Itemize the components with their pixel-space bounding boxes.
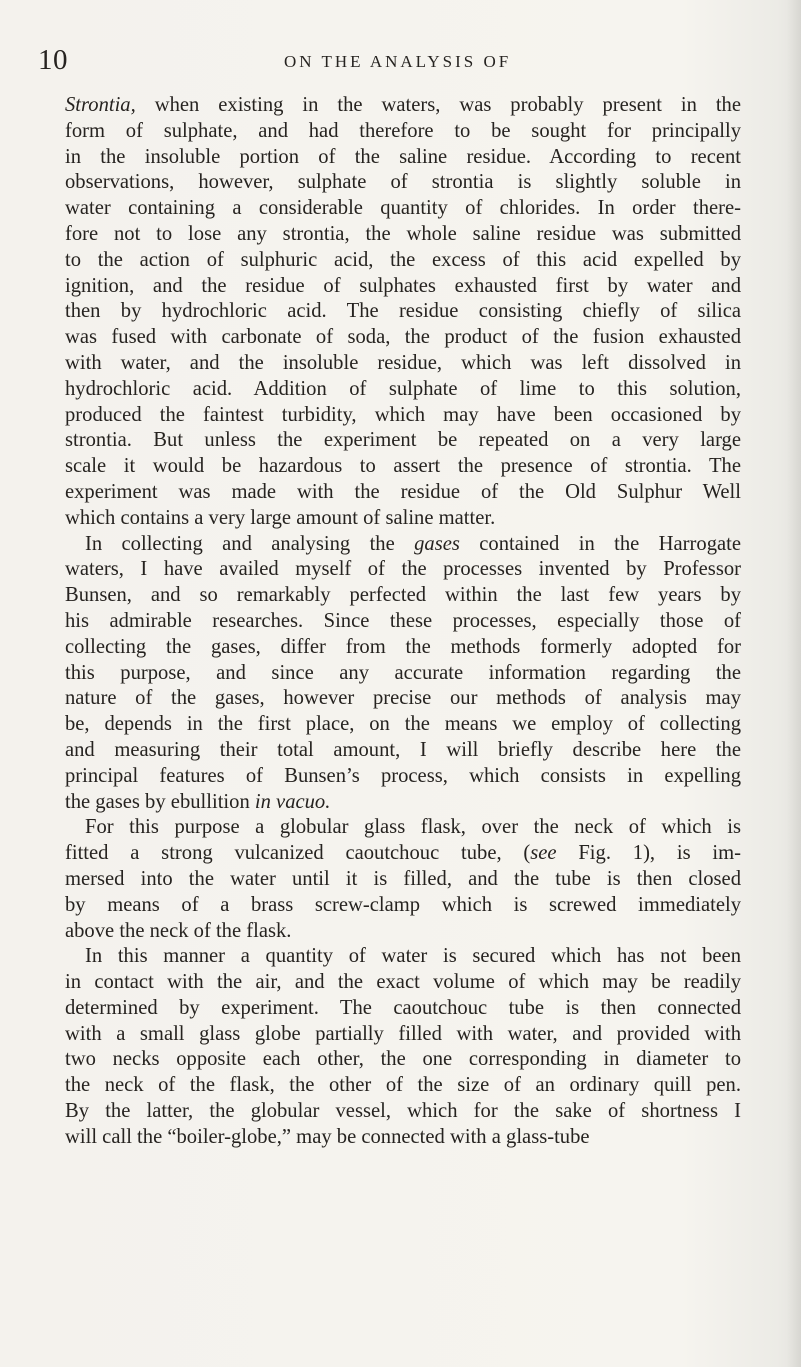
text-line (65, 686, 741, 712)
text-line (65, 815, 741, 841)
text-segment: by means of a brass screw-clamp which is screwed immediately (65, 893, 741, 916)
text-segment: with water, and the insoluble residue, which was left dissolved in (65, 351, 741, 374)
text-segment: collecting the gases, differ from the methods formerly adopted for (65, 635, 741, 658)
text-line (65, 325, 741, 351)
text-segment: form of sulphate, and had therefore to be sought for principally (65, 119, 741, 142)
text-segment: two necks opposite each other, the one corresponding in diameter to (65, 1048, 741, 1071)
italic-text: gases (414, 532, 460, 555)
text-line (65, 454, 741, 480)
text-segment: determined by experiment. The caoutchouc tube is then connected (65, 996, 741, 1019)
text-segment: the neck of the flask, the other of the size of an ordinary quill pen. (65, 1074, 741, 1097)
paragraph (65, 93, 741, 532)
text-segment: water containing a considerable quantity of chlorides. In order there- (65, 197, 741, 220)
text-line (65, 841, 741, 867)
text-line (65, 1099, 741, 1125)
body-text (65, 93, 741, 1151)
text-segment: For this purpose a globular glass flask, over the neck of which is (85, 816, 741, 839)
text-segment: to the action of sulphuric acid, the excess of this acid expelled by (65, 248, 741, 271)
text-line (65, 661, 741, 687)
text-line (65, 145, 741, 171)
text-segment: nature of the gases, however precise our methods of analysis may (65, 687, 741, 710)
text-segment: experiment was made with the residue of the Old Sulphur Well (65, 480, 741, 503)
text-line (65, 944, 741, 970)
page-edge-shadow (787, 0, 801, 1367)
text-segment: Fig. 1), is im- (556, 842, 741, 865)
text-line (65, 506, 741, 532)
paragraph (65, 815, 741, 944)
text-line (65, 893, 741, 919)
page-number: 10 (38, 44, 68, 76)
text-segment: fore not to lose any strontia, the whole saline residue was submitted (65, 222, 741, 245)
text-segment: was fused with carbonate of soda, the product of the fusion exhausted (65, 326, 741, 349)
text-line (65, 919, 741, 945)
text-line (65, 609, 741, 635)
text-segment: and measuring their total amount, I will briefly describe here the (65, 738, 741, 761)
text-segment: waters, I have availed myself of the processes invented by Professor (65, 558, 741, 581)
text-line (65, 274, 741, 300)
text-segment: his admirable researches. Since these processes, especially those of (65, 609, 741, 632)
text-segment: observations, however, sulphate of strontia is slightly soluble in (65, 171, 741, 194)
text-line (65, 996, 741, 1022)
text-segment: fitted a strong vulcanized caoutchouc tube, ( (65, 842, 531, 865)
text-line (65, 1047, 741, 1073)
text-segment: when existing in the waters, was probably present in the (135, 94, 741, 116)
text-segment: strontia. But unless the experiment be repeated on a very large (65, 429, 741, 452)
italic-text: see (530, 842, 557, 865)
text-line (65, 222, 741, 248)
paragraph (65, 532, 741, 816)
page-header (38, 42, 758, 82)
text-line (65, 196, 741, 222)
text-segment: this purpose, and since any accurate information regarding the (65, 661, 741, 684)
text-segment: In this manner a quantity of water is secured which has not been (85, 945, 741, 968)
text-segment: scale it would be hazardous to assert the presence of strontia. The (65, 455, 741, 478)
text-line (65, 93, 741, 119)
italic-text: in vacuo. (254, 790, 331, 813)
text-line (65, 377, 741, 403)
text-segment: principal features of Bunsen’s process, which consists in expelling (65, 764, 741, 787)
text-line (65, 480, 741, 506)
text-segment: hydrochloric acid. Addition of sulphate of lime to this solution, (65, 377, 741, 400)
text-segment: then by hydrochloric acid. The residue consisting chiefly of silica (65, 300, 741, 323)
text-line (65, 557, 741, 583)
text-segment: in the insoluble portion of the saline residue. According to recent (65, 145, 741, 168)
text-line (65, 1073, 741, 1099)
italic-text: Strontia, (65, 94, 136, 116)
text-segment: above the neck of the flask. (65, 919, 292, 942)
text-segment: contained in the Harrogate (459, 532, 741, 555)
text-segment: ignition, and the residue of sulphates exhausted first by water and (65, 274, 741, 297)
text-line (65, 532, 741, 558)
text-line (65, 635, 741, 661)
text-segment: the gases by ebullition (65, 790, 255, 813)
text-line (65, 583, 741, 609)
text-segment: By the latter, the globular vessel, which for the sake of shortness I (65, 1100, 741, 1123)
text-segment: mersed into the water until it is filled, and the tube is then closed (65, 867, 741, 890)
text-segment: which contains a very large amount of saline matter. (65, 506, 496, 529)
text-line (65, 790, 741, 816)
text-line (65, 764, 741, 790)
running-head: ON THE ANALYSIS OF (284, 52, 512, 71)
text-segment: will call the “boiler-globe,” may be connected with a glass-tube (65, 1125, 590, 1148)
text-line (65, 428, 741, 454)
text-line (65, 119, 741, 145)
text-segment: Bunsen, and so remarkably perfected within the last few years by (65, 584, 741, 607)
text-line (65, 867, 741, 893)
text-line (65, 738, 741, 764)
text-line (65, 170, 741, 196)
text-segment: with a small glass globe partially filled with water, and provided with (65, 1022, 741, 1045)
text-segment: in contact with the air, and the exact volume of which may be readily (65, 971, 741, 994)
text-line (65, 299, 741, 325)
text-line (65, 1125, 741, 1151)
paragraph (65, 944, 741, 1150)
text-line (65, 1022, 741, 1048)
text-line (65, 248, 741, 274)
text-line (65, 351, 741, 377)
text-segment: In collecting and analysing the (85, 532, 415, 555)
text-line (65, 403, 741, 429)
text-line (65, 970, 741, 996)
text-line (65, 712, 741, 738)
text-segment: produced the faintest turbidity, which may have been occasioned by (65, 403, 741, 426)
text-segment: be, depends in the first place, on the means we employ of collecting (65, 713, 741, 736)
